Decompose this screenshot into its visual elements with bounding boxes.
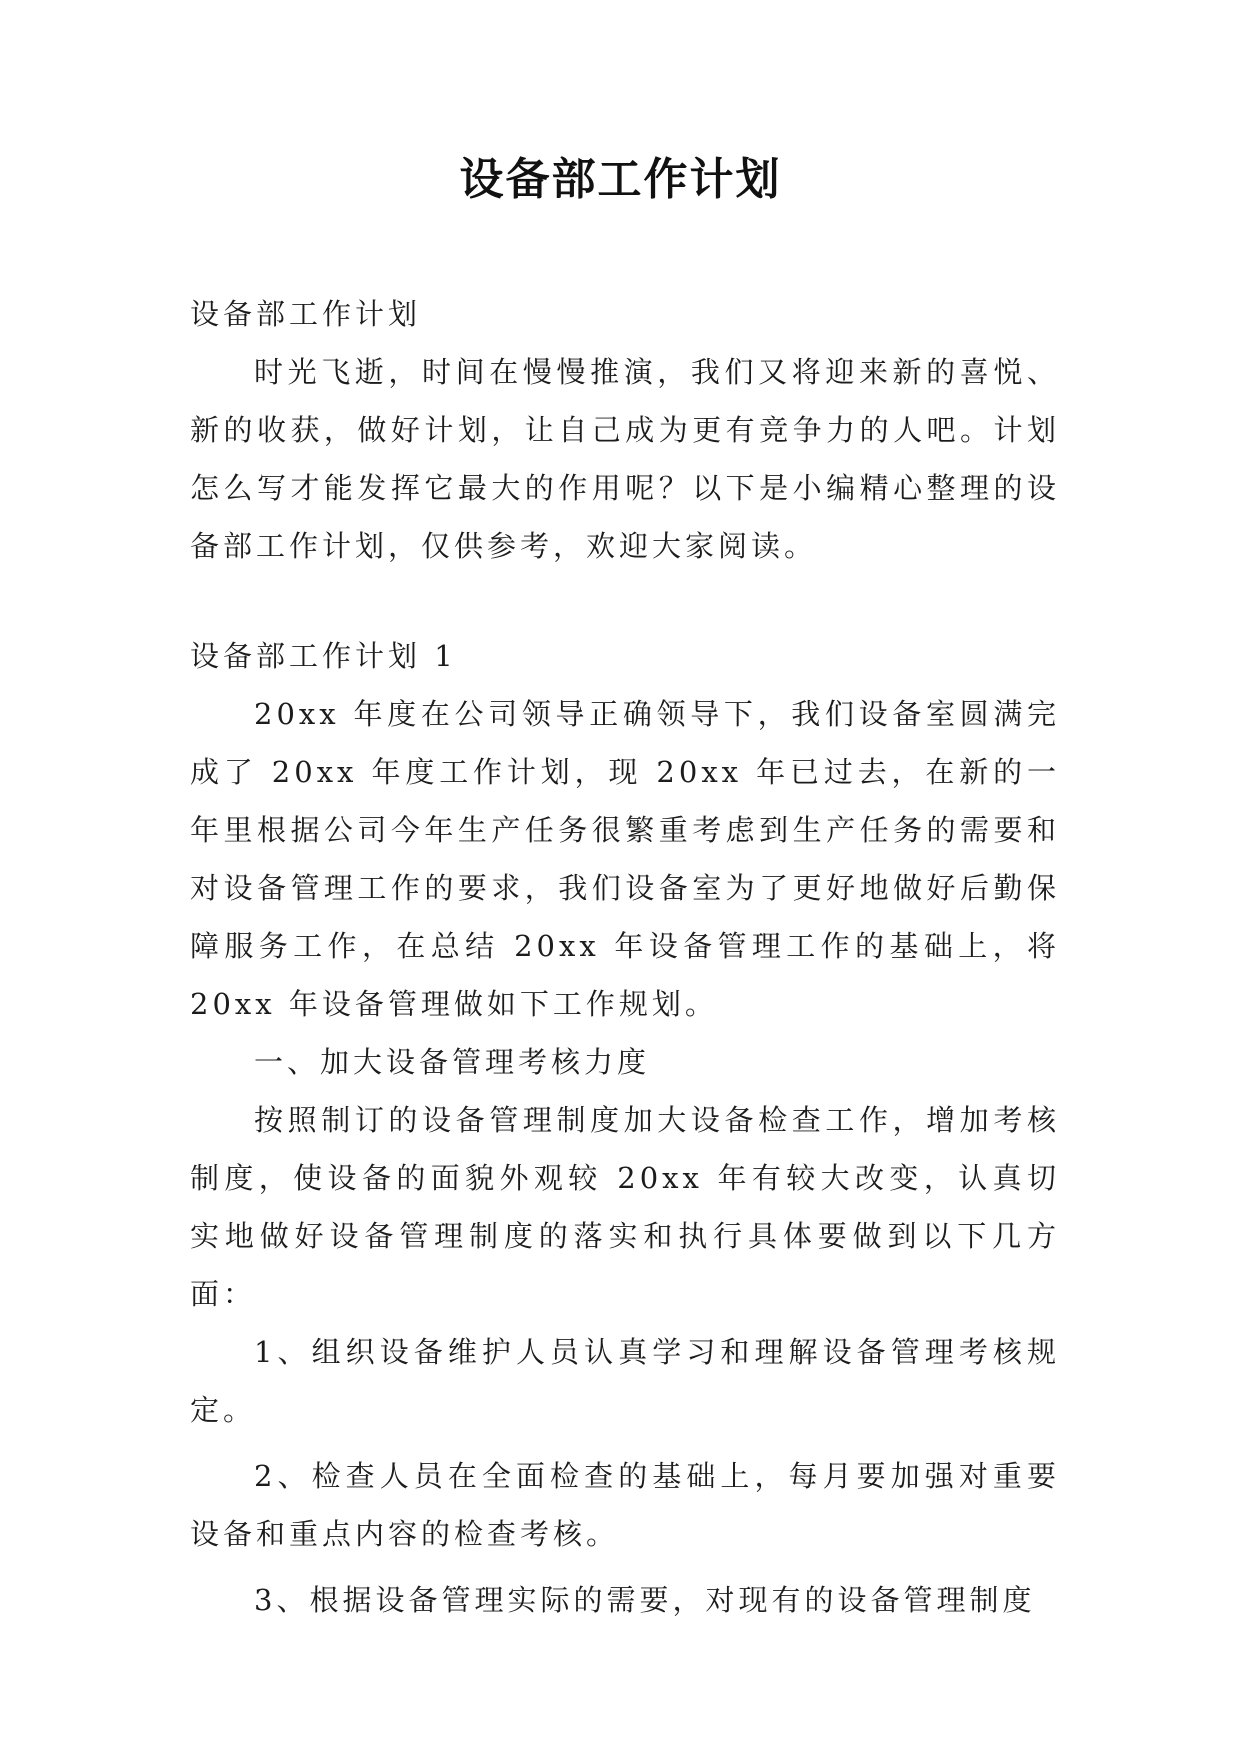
document-body: [190, 285, 1060, 1629]
document-subtitle: 设备部工作计划: [190, 297, 422, 331]
intro-paragraph: 时光飞逝，时间在慢慢推演，我们又将迎来新的喜悦、新的收获，做好计划，让自己成为更有竞争力的人吧。计划怎么写才能发挥它最大的作用呢？以下是小编精心整理的设备部工作计划，仅供参考，欢迎大家阅读。: [190, 355, 1060, 563]
point-paragraph: 按照制订的设备管理制度加大设备检查工作，增加考核制度，使设备的面貌外观较 20xx 年有较大改变，认真切实地做好设备管理制度的落实和执行具体要做到以下几方面：: [190, 1103, 1060, 1311]
document-title: 设备部工作计划: [459, 154, 782, 205]
list-item: 2、检查人员在全面检查的基础上，每月要加强对重要设备和重点内容的检查考核。: [190, 1459, 1060, 1551]
list-item: 3、根据设备管理实际的需要，对现有的设备管理制度: [254, 1583, 1036, 1617]
section-heading: 设备部工作计划 1: [190, 639, 457, 673]
section-paragraph: 20xx 年度在公司领导正确领导下，我们设备室圆满完成了 20xx 年度工作计划，现 20xx 年已过去，在新的一年里根据公司今年生产任务很繁重考虑到生产任务的需要和对设备管理工作的要求，我们设备室为了更好地做好后勤保障服务工作，在总结 20xx 年设备管理工作的基础上，将 20xx 年设备管理做如下工作规划。: [190, 697, 1060, 1021]
list-item: 1、组织设备维护人员认真学习和理解设备管理考核规定。: [190, 1335, 1060, 1427]
point-heading: 一、加大设备管理考核力度: [254, 1045, 651, 1079]
